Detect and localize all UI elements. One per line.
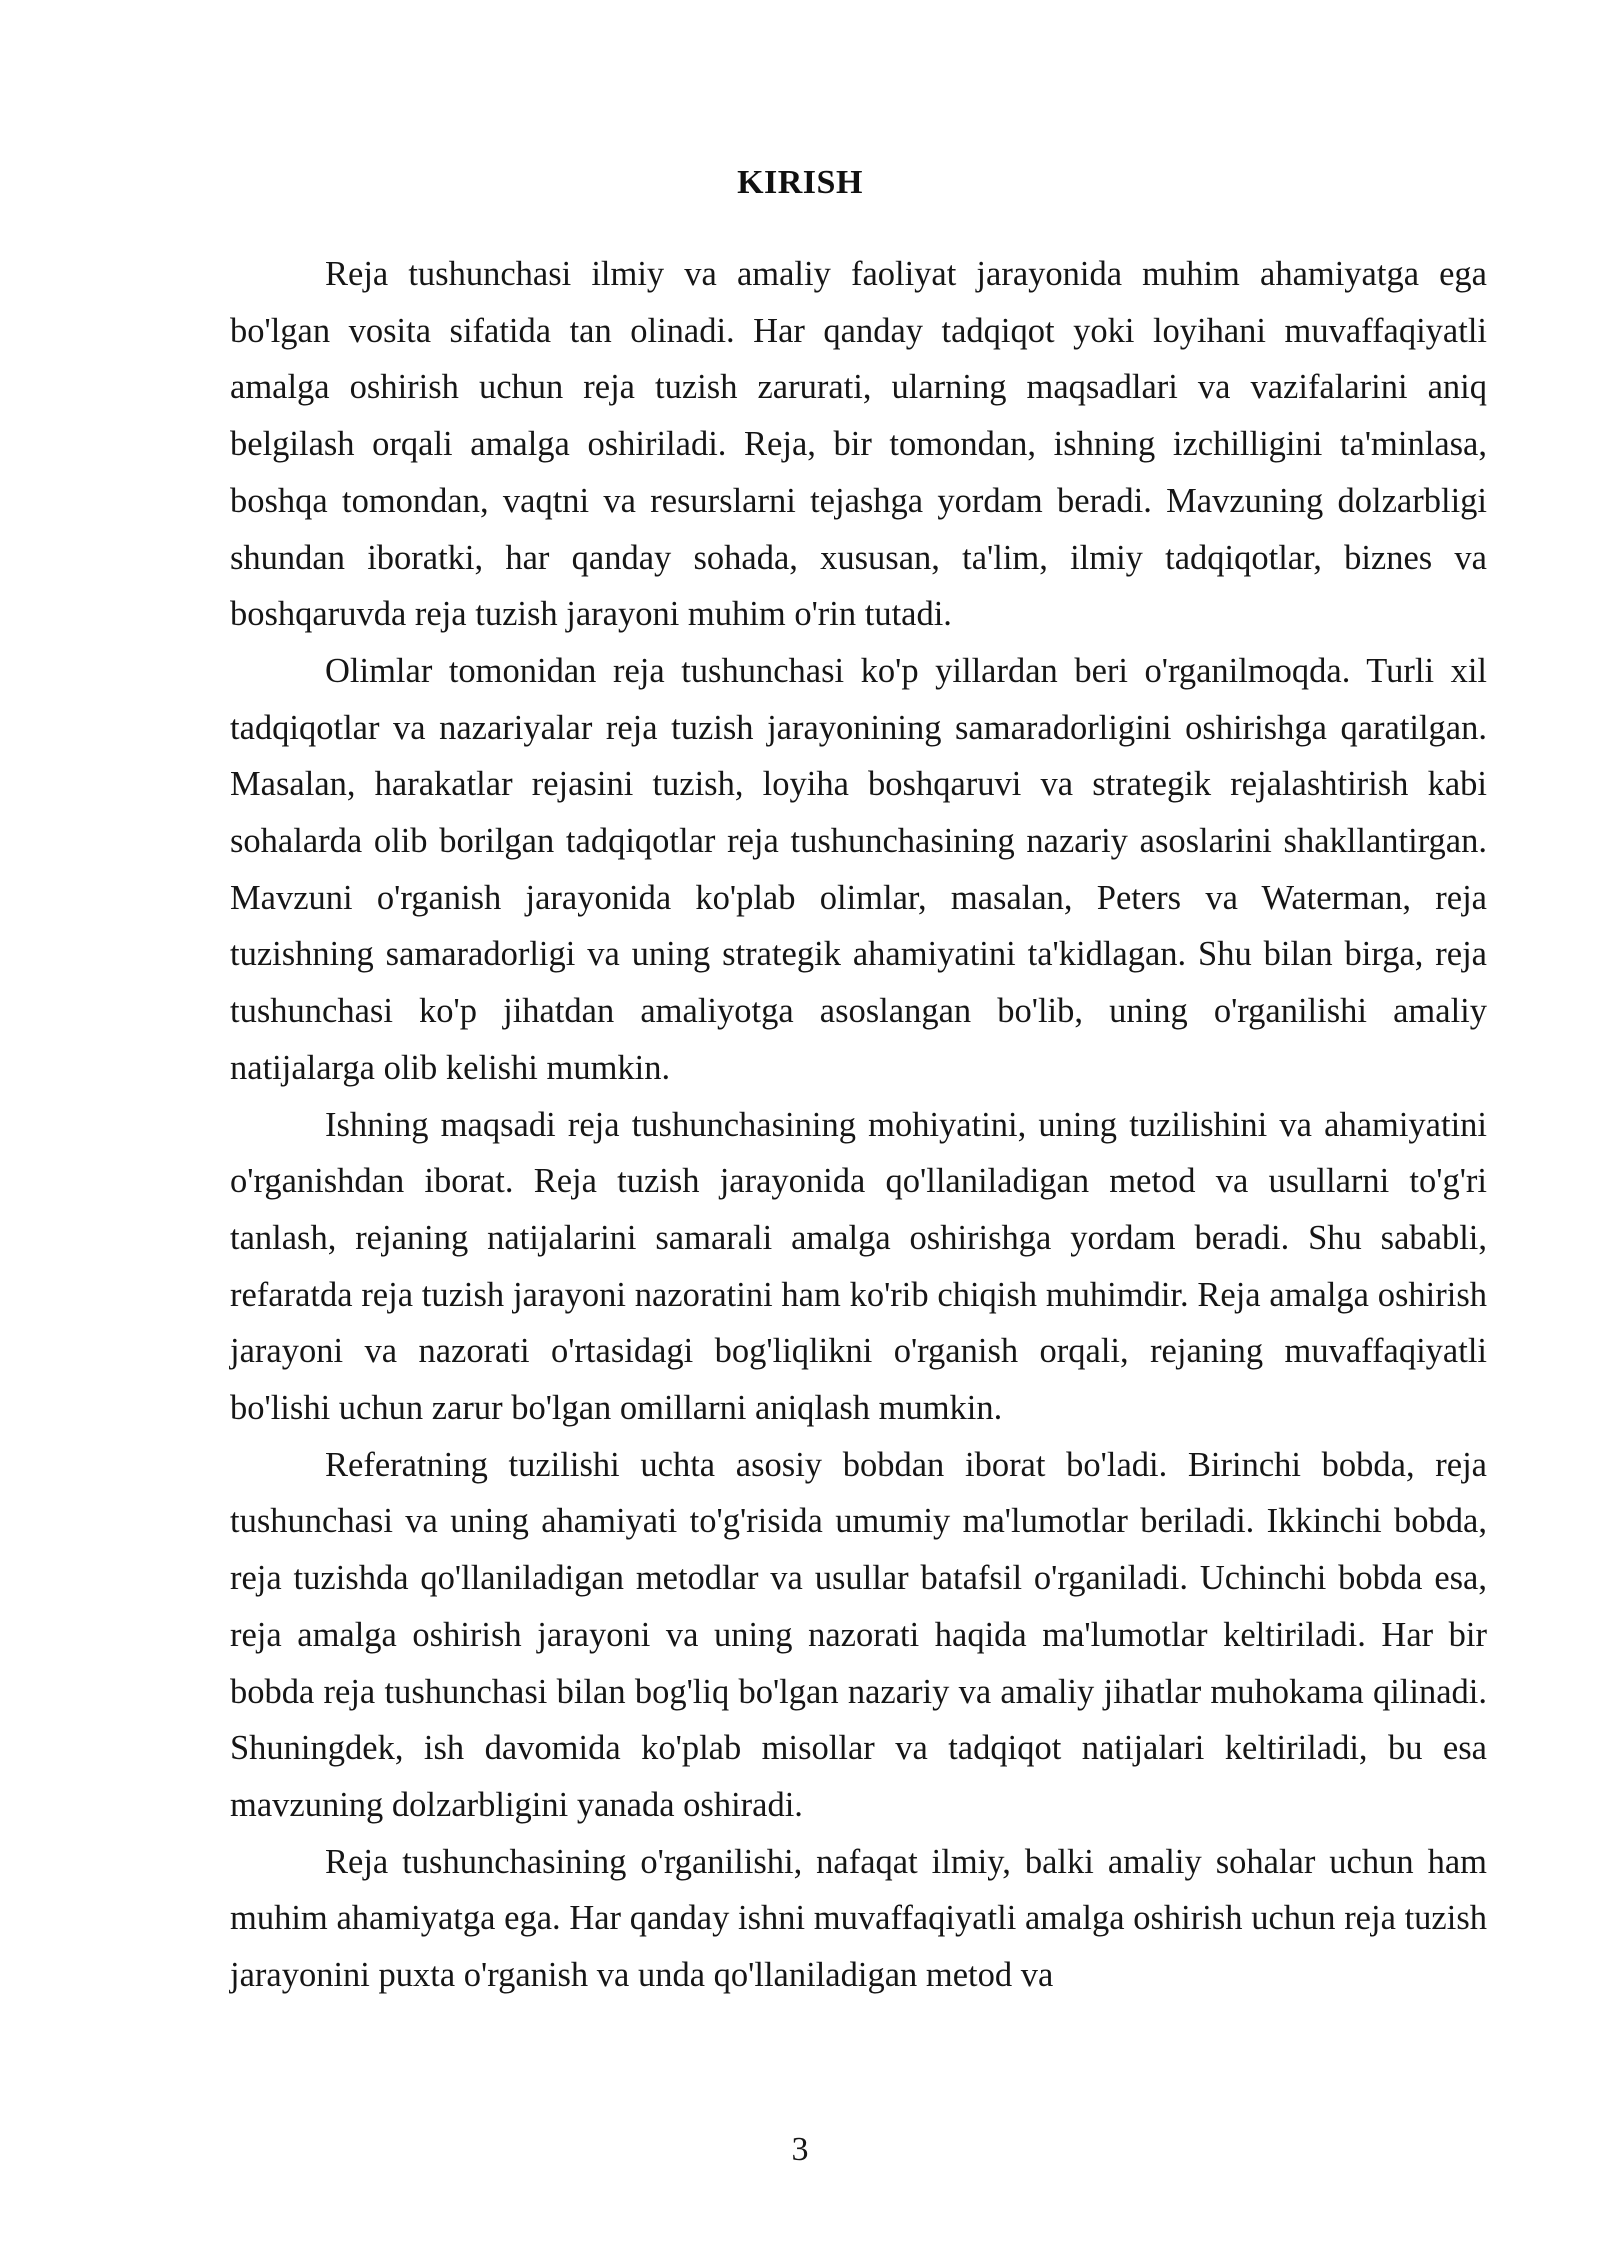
- paragraph-2: Olimlar tomonidan reja tushunchasi ko'p yillardan beri o'rganilmoqda. Turli xil tadqiqotlar va nazariyalar reja tuzish jarayonining samaradorligini oshirishga qaratilgan. Masalan, harakatlar rejasini tuzish, loyiha boshqaruvi va strategik rejalashtirish kabi sohalarda olib borilgan tadqiqotlar reja tushunchasining nazariy asoslarini shakllantirgan. Mavzuni o'rganish jarayonida ko'plab olimlar, masalan, Peters va Waterman, reja tuzishning samaradorligi va uning strategik ahamiyatini ta'kidlagan. Shu bilan birga, reja tushunchasi ko'p jihatdan amaliyotga asoslangan bo'lib, uning o'rganilishi amaliy natijalarga olib kelishi mumkin.: [230, 651, 1487, 1087]
- page-number: 3: [791, 2131, 809, 2168]
- paragraph-1: Reja tushunchasi ilmiy va amaliy faoliyat jarayonida muhim ahamiyatga ega bo'lgan vosita sifatida tan olinadi. Har qanday tadqiqot yoki loyihani muvaffaqiyatli amalga oshirish uchun reja tuzish zarurati, ularning maqsadlari va vazifalarini aniq belgilash orqali amalga oshiriladi. Reja, bir tomondan, ishning izchilligini ta'minlasa, boshqa tomondan, vaqtni va resurslarni tejashga yordam beradi. Mavzuning dolzarbligi shundan iboratki, har qanday sohada, xususan, ta'lim, ilmiy tadqiqotlar, biznes va boshqaruvda reja tuzish jarayoni muhim o'rin tutadi.: [230, 255, 1487, 634]
- page-title: KIRISH: [737, 164, 863, 201]
- paragraph-5: Reja tushunchasining o'rganilishi, nafaqat ilmiy, balki amaliy sohalar uchun ham muhim ahamiyatga ega. Har qanday ishni muvaffaqiyatli amalga oshirish uchun reja tuzish jarayonini puxta o'rganish va unda qo'llaniladigan metod va: [230, 1842, 1487, 1995]
- document-body: [230, 246, 1487, 2004]
- paragraph-3: Ishning maqsadi reja tushunchasining mohiyatini, uning tuzilishini va ahamiyatini o'rganishdan iborat. Reja tuzish jarayonida qo'llaniladigan metod va usullarni to'g'ri tanlash, rejaning natijalarini samarali amalga oshirishga yordam beradi. Shu sababli, refaratda reja tuzish jarayoni nazoratini ham ko'rib chiqish muhimdir. Reja amalga oshirish jarayoni va nazorati o'rtasidagi bog'liqlikni o'rganish orqali, rejaning muvaffaqiyatli bo'lishi uchun zarur bo'lgan omillarni aniqlash mumkin.: [230, 1105, 1487, 1428]
- paragraph-4: Referatning tuzilishi uchta asosiy bobdan iborat bo'ladi. Birinchi bobda, reja tushunchasi va uning ahamiyati to'g'risida umumiy ma'lumotlar beriladi. Ikkinchi bobda, reja tuzishda qo'llaniladigan metodlar va usullar batafsil o'rganiladi. Uchinchi bobda esa, reja amalga oshirish jarayoni va uning nazorati haqida ma'lumotlar keltiriladi. Har bir bobda reja tushunchasi bilan bog'liq bo'lgan nazariy va amaliy jihatlar muhokama qilinadi. Shuningdek, ish davomida ko'plab misollar va tadqiqot natijalari keltiriladi, bu esa mavzuning dolzarbligini yanada oshiradi.: [230, 1445, 1487, 1824]
